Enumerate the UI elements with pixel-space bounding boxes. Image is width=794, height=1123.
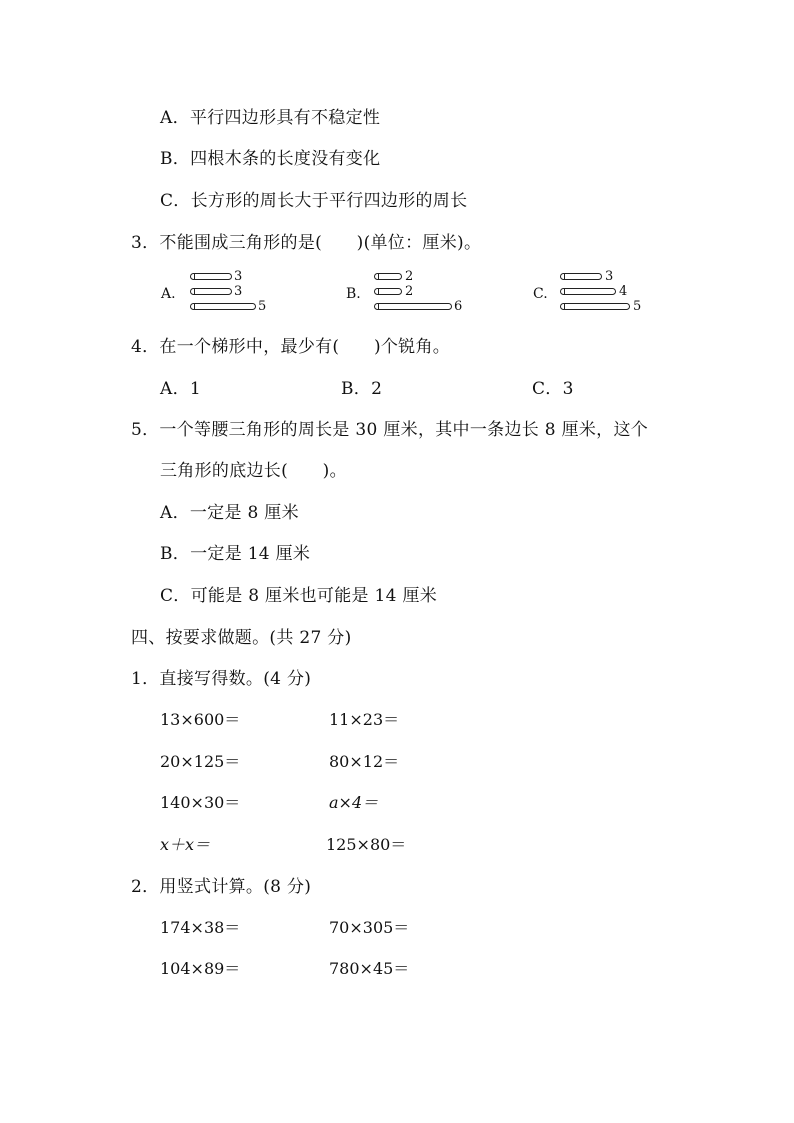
q2-option-b: B．四根木条的长度没有变化 [160,149,381,169]
calc-item: 140×30＝ [160,793,241,812]
stick [190,288,232,295]
q4-option-a: A．1 [160,379,201,399]
q5-option-c: C．可能是 8 厘米也可能是 14 厘米 [160,586,438,606]
calc-item: 80×12＝ [329,752,400,771]
q2-option-c: C．长方形的周长大于平行四边形的周长 [160,191,468,211]
q2-option-a: A．平行四边形具有不稳定性 [160,108,381,128]
option-label: A. [161,286,176,302]
stick-length: 2 [405,284,414,299]
stick-length: 5 [258,299,267,314]
q4-stem: 4．在一个梯形中，最少有( )个锐角。 [131,337,451,357]
stick-length: 2 [405,269,414,284]
stick [190,303,256,310]
calc-item: a×4＝ [329,793,379,812]
stick-length: 6 [454,299,463,314]
q5-option-a: A．一定是 8 厘米 [160,503,299,523]
q3-stem: 3．不能围成三角形的是( )(单位：厘米)。 [131,233,482,253]
calc-item: 13×600＝ [160,710,241,729]
q4-option-c: C．3 [532,379,574,399]
stick [374,303,452,310]
calc-item: 174×38＝ [160,918,241,937]
stick [560,273,602,280]
calc-item: 780×45＝ [329,959,410,978]
stick-length: 3 [234,284,243,299]
stick [374,288,402,295]
stick-length: 5 [633,299,642,314]
calc-item: 125×80＝ [326,835,407,854]
q5-stem-line1: 5．一个等腰三角形的周长是 30 厘米，其中一条边长 8 厘米，这个 [131,420,649,440]
q5-option-b: B．一定是 14 厘米 [160,544,311,564]
calc-item: 20×125＝ [160,752,241,771]
q5-stem-line2: 三角形的底边长( )。 [160,461,347,481]
stick-length: 3 [605,269,614,284]
option-label: B. [346,286,361,302]
calc-item: 70×305＝ [329,918,410,937]
stick [560,303,630,310]
q4-option-b: B．2 [341,379,383,399]
option-label: C. [533,286,548,302]
calc-item: x＋x＝ [160,835,211,854]
stick [560,288,616,295]
stick-length: 3 [234,269,243,284]
s4-q2-stem: 2．用竖式计算。(8 分) [131,877,312,897]
calc-item: 11×23＝ [329,710,400,729]
stick [374,273,402,280]
calc-item: 104×89＝ [160,959,241,978]
stick [190,273,232,280]
stick-length: 4 [619,284,628,299]
section-title: 四、按要求做题。(共 27 分) [131,628,352,648]
s4-q1-stem: 1．直接写得数。(4 分) [131,669,312,689]
